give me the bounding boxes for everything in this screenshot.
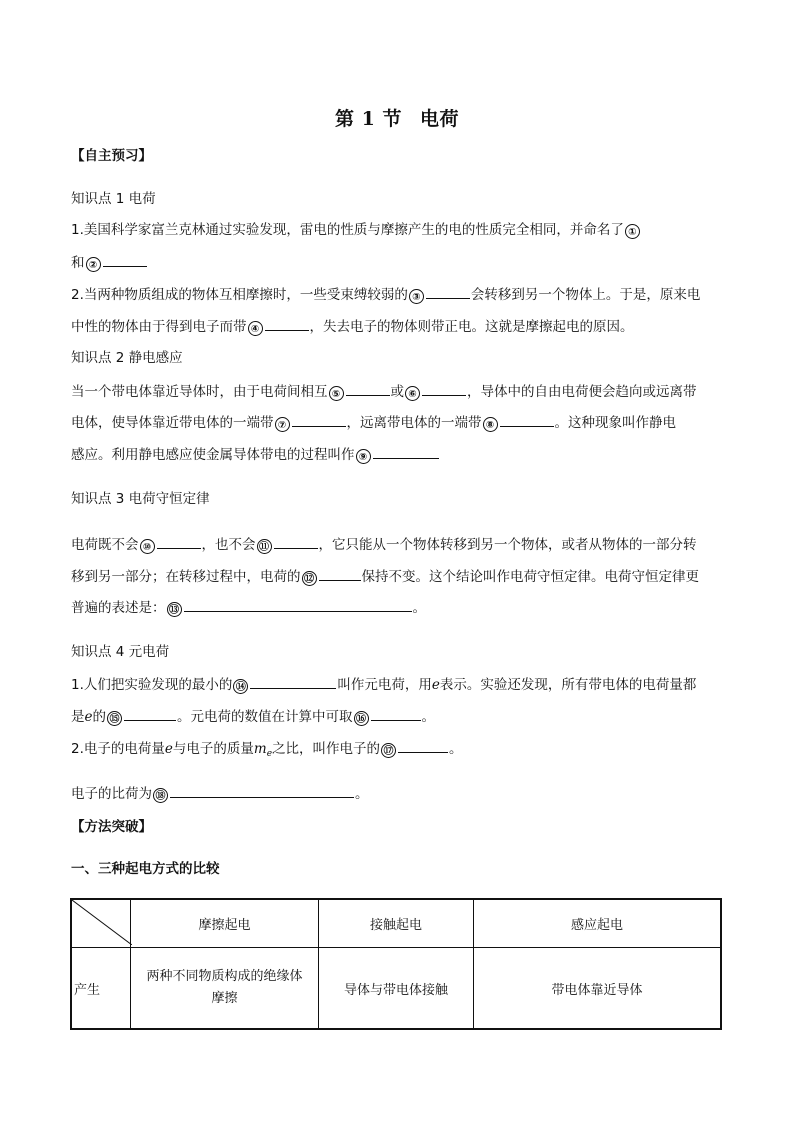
- answer-blank-8[interactable]: [500, 412, 554, 427]
- section-heading-comparison: 一、三种起电方式的比较: [71, 861, 220, 877]
- answer-blank-12[interactable]: [319, 566, 361, 581]
- kp4-line1: 1.人们把实验发现的最小的 ⑭ 叫作元电荷，用e表示。实验还发现，所有带电体的电荷量都: [71, 674, 726, 695]
- kp3-line2: 移到另一部分；在转移过程中，电荷的 ⑫ 保持不变。这个结论叫作电荷守恒定律。电荷守恒定律更: [71, 566, 726, 587]
- blank-marker-1: ①: [625, 224, 640, 239]
- blank-marker-10: ⑩: [140, 539, 155, 554]
- kp2-heading: 知识点 2 静电感应: [71, 350, 183, 366]
- answer-blank-15[interactable]: [124, 706, 176, 721]
- blank-marker-3: ③: [409, 289, 424, 304]
- kp3-line3: 普遍的表述是： ⑬ 。: [71, 597, 726, 618]
- page-title: [0, 104, 794, 131]
- blank-marker-6: ⑥: [405, 386, 420, 401]
- table-row-label: 产生: [71, 948, 131, 1030]
- kp1-heading: 知识点 1 电荷: [71, 191, 156, 207]
- table-cell-induction: 带电体靠近导体: [474, 948, 722, 1030]
- table-header-row: [71, 899, 721, 948]
- kp2-line3: 感应。利用静电感应使金属导体带电的过程叫作 ⑨: [71, 444, 726, 465]
- table-corner-cell: [71, 899, 131, 948]
- answer-blank-10[interactable]: [157, 534, 201, 549]
- table-header-induction: 感应起电: [474, 899, 722, 948]
- kp3-heading: 知识点 3 电荷守恒定律: [71, 491, 210, 507]
- answer-blank-9[interactable]: [373, 444, 439, 459]
- blank-marker-7: ⑦: [275, 417, 290, 432]
- kp2-line2: 电体，使导体靠近带电体的一端带 ⑦ ，远离带电体的一端带 ⑧ 。这种现象叫作静电: [71, 412, 726, 433]
- diagonal-line-icon: [72, 900, 132, 945]
- blank-marker-16: ⑯: [354, 711, 369, 726]
- title-section-number: 第 1 节: [335, 108, 402, 130]
- table-cell-friction: 两种不同物质构成的绝缘体 摩擦: [131, 948, 319, 1030]
- answer-blank-2[interactable]: [103, 252, 147, 267]
- table-cell-contact: 导体与带电体接触: [319, 948, 474, 1030]
- answer-blank-18[interactable]: [170, 783, 354, 798]
- blank-marker-12: ⑫: [302, 571, 317, 586]
- answer-blank-14[interactable]: [250, 674, 336, 689]
- comparison-table: [70, 898, 722, 1030]
- kp2-line1: 当一个带电体靠近导体时，由于电荷间相互 ⑤ 或 ⑥ ，导体中的自由电荷便会趋向或远离带: [71, 381, 726, 402]
- blank-marker-14: ⑭: [233, 679, 248, 694]
- answer-blank-5[interactable]: [346, 381, 390, 396]
- table-header-contact: 接触起电: [319, 899, 474, 948]
- table-header-friction: 摩擦起电: [131, 899, 319, 948]
- kp1-line4: 中性的物体由于得到电子而带 ④ ，失去电子的物体则带正电。这就是摩擦起电的原因。: [71, 316, 726, 337]
- answer-blank-3[interactable]: [426, 284, 470, 299]
- title-topic: 电荷: [419, 108, 459, 130]
- answer-blank-17[interactable]: [398, 738, 448, 753]
- blank-marker-17: ⑰: [381, 743, 396, 758]
- method-header: 【方法突破】: [71, 819, 152, 835]
- blank-marker-8: ⑧: [483, 417, 498, 432]
- blank-marker-18: ⑱: [153, 788, 168, 803]
- blank-marker-11: ⑪: [257, 539, 272, 554]
- blank-marker-2: ②: [86, 257, 101, 272]
- kp3-line1: 电荷既不会 ⑩ ，也不会 ⑪ ，它只能从一个物体转移到另一个物体，或者从物体的一部分转: [71, 534, 726, 555]
- kp1-line1: 1.美国科学家富兰克林通过实验发现，雷电的性质与摩擦产生的电的性质完全相同，并命名了 ①: [71, 220, 726, 240]
- kp4-heading: 知识点 4 元电荷: [71, 644, 170, 660]
- kp4-line3: 2.电子的电荷量e与电子的质量$m_e$之比，叫作电子的 ⑰ 。: [71, 738, 726, 764]
- answer-blank-7[interactable]: [292, 412, 346, 427]
- kp4-line2: 是e的 ⑮ 。元电荷的数值在计算中可取 ⑯ 。: [71, 706, 726, 727]
- blank-marker-13: ⑬: [167, 602, 182, 617]
- answer-blank-4[interactable]: [265, 316, 309, 331]
- answer-blank-16[interactable]: [371, 706, 421, 721]
- kp1-line3: 2.当两种物质组成的物体互相摩擦时，一些受束缚较弱的 ③ 会转移到另一个物体上。于是，原来电: [71, 284, 726, 305]
- blank-marker-9: ⑨: [356, 449, 371, 464]
- answer-blank-6[interactable]: [422, 381, 466, 396]
- kp1-line2: 和 ②: [71, 252, 726, 273]
- answer-blank-13[interactable]: [184, 597, 412, 612]
- blank-marker-5: ⑤: [329, 386, 344, 401]
- blank-marker-4: ④: [248, 321, 263, 336]
- kp4-line4: 电子的比荷为 ⑱ 。: [71, 783, 726, 804]
- table-row: [71, 948, 721, 1030]
- blank-marker-15: ⑮: [107, 711, 122, 726]
- answer-blank-11[interactable]: [274, 534, 318, 549]
- preview-header: 【自主预习】: [71, 148, 152, 164]
